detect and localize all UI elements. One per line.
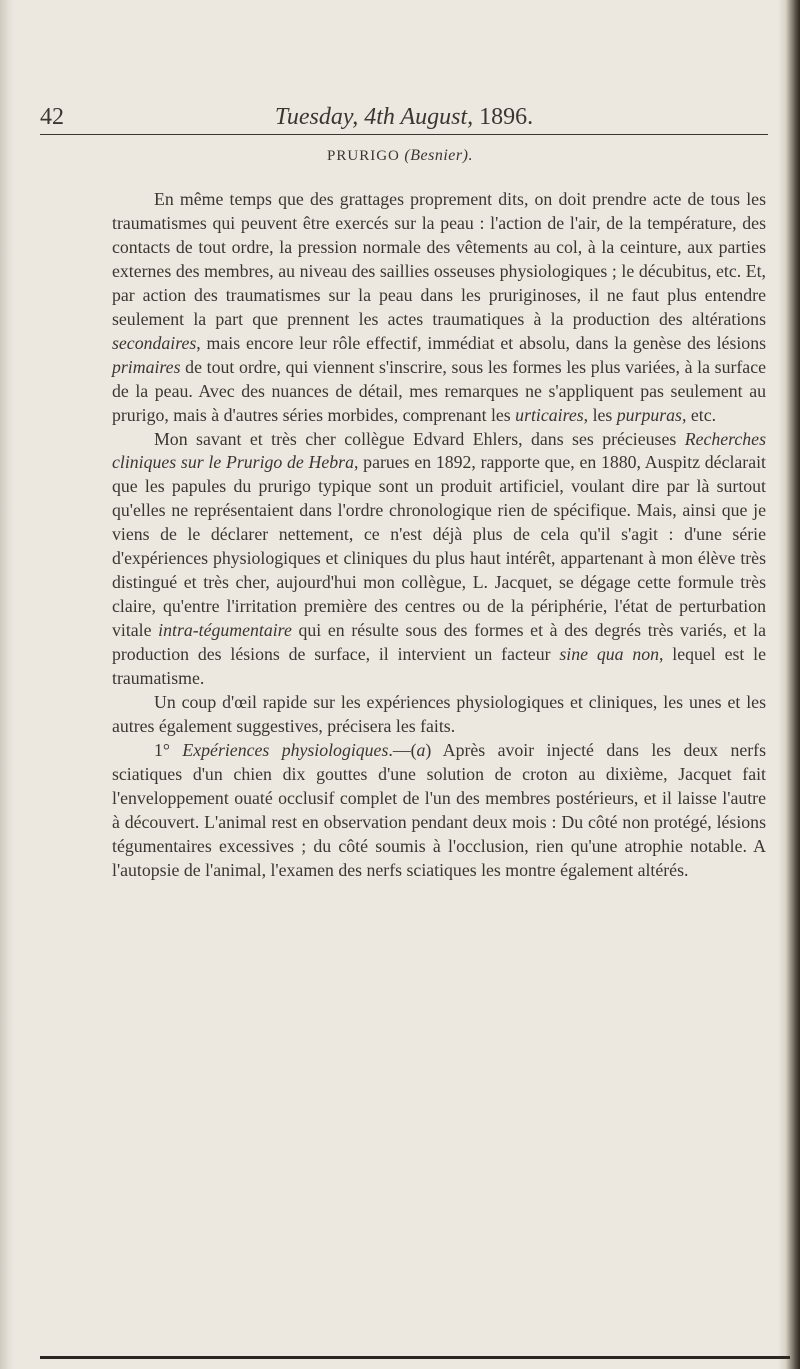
- section-title: PRURIGO: [327, 148, 400, 164]
- italic-run: a: [416, 739, 426, 760]
- header-year: 1896.: [479, 104, 534, 130]
- running-header: [40, 104, 768, 135]
- page-number: 42: [40, 104, 64, 130]
- bottom-edge-line: [40, 1356, 790, 1359]
- text-run: , mais encore leur rôle effectif, immédiat et absolu, dans la genèse des lésions: [196, 332, 766, 353]
- text-run: .—(: [388, 739, 417, 760]
- text-run: , etc.: [681, 404, 717, 425]
- text-run: , parues en 1892, rapporte que, en 1880, Auspitz déclarait que les papules du prurigo typique sont un produit artificiel, voulant dire par là surtout qu'elles ne représentaient dans l'ordre chronologique rien de spécifique. Mais, ainsi que je viens de le déclarer nettement, ce n'est déjà plus de cela qu'il s'agit : d'une série d'expériences physiologiques et cliniques du plus haut intérêt, appartenant à mon élève très distingué et très cher, aujourd'hui mon collègue, L. Jacquet, se dégage cette formule très claire, qu'entre l'irritation première des centres ou de la périphérie, l'état de perturbation vitale: [112, 452, 766, 641]
- header-month: August,: [394, 104, 480, 130]
- text-run: qui en résulte sous des formes et à des degrés très variés, et la production des lésions de surface, il intervient un facteur: [112, 620, 766, 665]
- text-run: 1°: [154, 739, 183, 760]
- paragraph: [112, 428, 766, 691]
- text-run: Mon savant et très cher collègue Edvard Ehlers, dans ses précieuses: [154, 428, 685, 449]
- italic-run: urticaires: [515, 404, 584, 425]
- italic-run: Expériences physiologiques: [182, 739, 389, 760]
- paragraph: [112, 691, 766, 739]
- header-ordinal: 4th: [364, 104, 395, 130]
- text-run: , lequel est le traumatisme.: [112, 644, 766, 689]
- header-day: Tuesday,: [274, 104, 365, 130]
- text-run: ) Après avoir injecté dans les deux nerfs sciatiques d'un chien dix gouttes d'une solution de croton au dixième, Jacquet fait l'enveloppement ouaté occlusif complet de l'un des membres postérieurs, et il laisse l'autre à découvert. L'animal rest en observation pendant deux mois : Du côté non protégé, lésions tégumentaires excessives ; du côté soumis à l'occlusion, rien qu'une atrophie notable. A l'autopsie de l'animal, l'examen des nerfs sciatiques les montre également altérés.: [112, 739, 766, 880]
- text-run: En même temps que des grattages proprement dits, on doit prendre acte de tous les traumatismes qui peuvent être exercés sur la peau : l'action de l'air, de la température, des contacts de tout ordre, la pression normale des vêtements au col, à la ceinture, aux parties externes des membres, au niveau des saillies osseuses physiologiques ; le décubitus, etc. Et, par action des traumatismes sur la peau dans les pruriginoses, il ne faut plus entendre seulement la part que prennent les actes traumatiques à la production des altérations: [112, 189, 766, 329]
- text-run: Un coup d'œil rapide sur les expériences physiologiques et cliniques, les unes et les autres également suggestives, précisera les faits.: [112, 692, 766, 736]
- section-author: (Besnier).: [404, 147, 473, 164]
- body-text: [112, 188, 766, 883]
- italic-run: purpuras: [616, 404, 682, 425]
- paragraph: [112, 739, 766, 883]
- italic-run: primaires: [112, 356, 181, 377]
- italic-run: sine qua non: [559, 644, 660, 665]
- text-run: de tout ordre, qui viennent s'inscrire, sous les formes les plus variées, à la surface de la peau. Avec des nuances de détail, mes remarques ne s'appliquent pas seulement au prurigo, mais à d'autres séries morbides, comprenant les: [112, 356, 766, 425]
- text-run: , les: [583, 404, 617, 425]
- header-date: [40, 104, 768, 131]
- italic-run: secondaires: [112, 332, 197, 353]
- paragraph: [112, 188, 766, 428]
- italic-run: Recherches cliniques sur le Prurigo de Hebra: [112, 428, 766, 473]
- section-heading: [0, 147, 800, 165]
- italic-run: intra-tégumentaire: [158, 620, 292, 641]
